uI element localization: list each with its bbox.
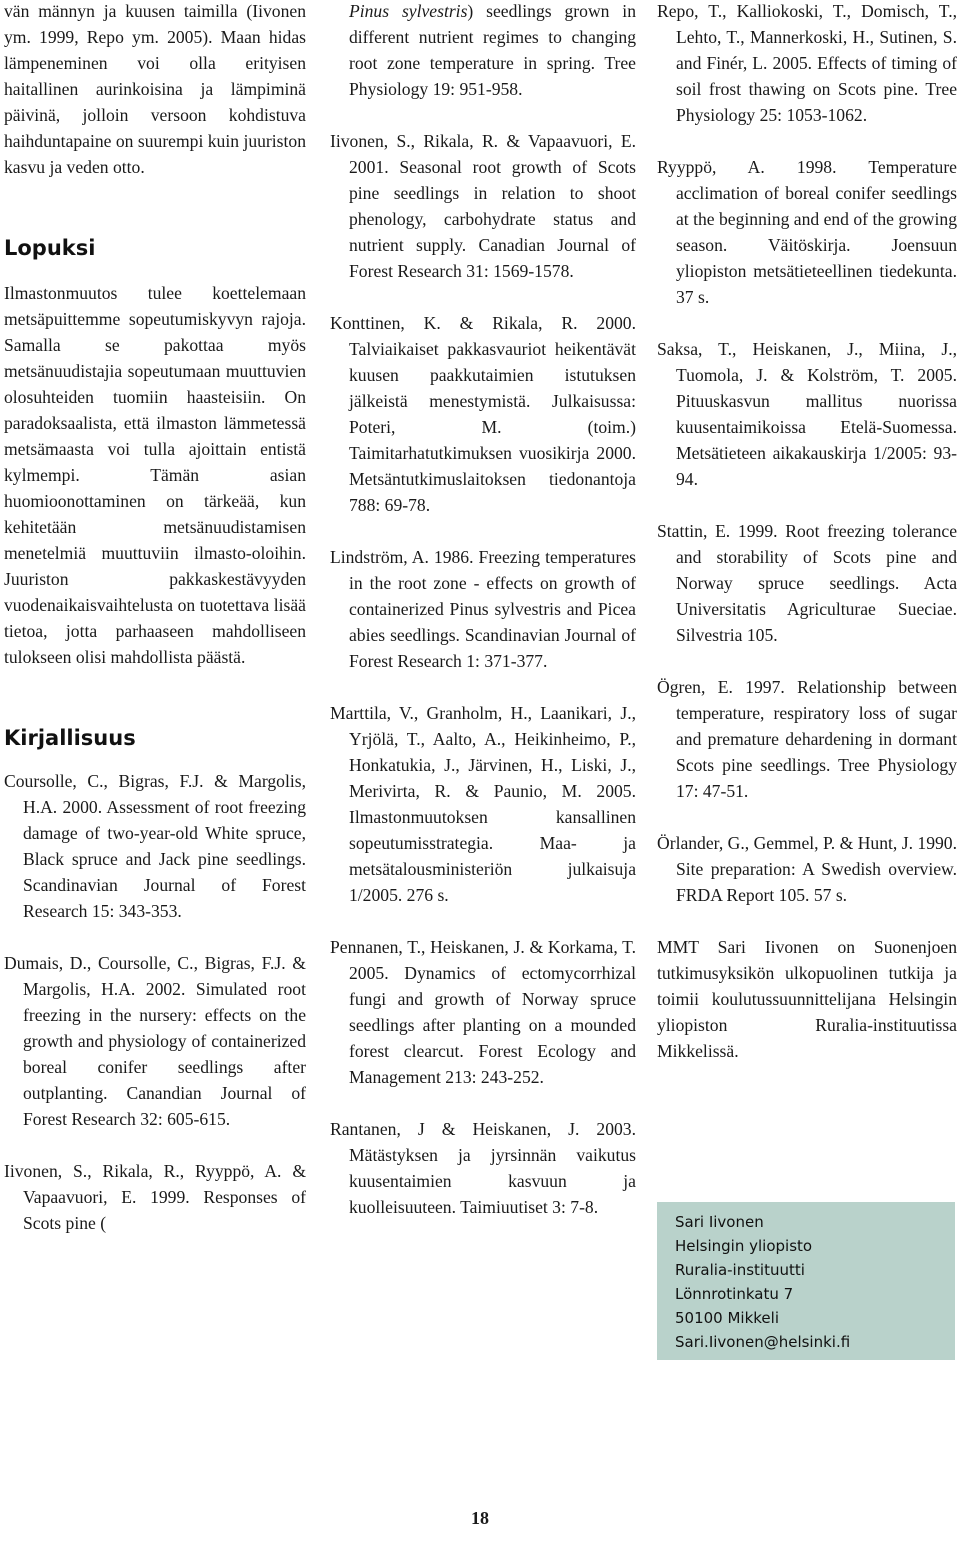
reference-iivonen-1999-start	[4, 1158, 306, 1236]
contact-email: Sari.Iivonen@helsinki.fi	[675, 1333, 851, 1351]
reference-ryyppo-1998: Ryyppö, A. 1998. Temperature acclimation of boreal conifer seedlings at the beginning and end of the growing season. Väitöskirja. Joensuun yliopiston metsätieteellinen tiedekunta. 37 s.	[657, 157, 957, 307]
reference-coursolle-2000: Coursolle, C., Bigras, F.J. & Margolis, H.A. 2000. Assessment of root freezing damage of two-year-old White spruce, Black spruce and Jack pine seedlings. Scandinavian Journal of Forest Research 15: 343-353.	[4, 771, 306, 921]
species-name-italic: Pinus sylvestris	[349, 1, 468, 21]
reference-iivonen-1999-text-before: Iivonen, S., Rikala, R., Ryyppö, A. & Vapaavuori, E. 1999. Responses of Scots pine (	[4, 1161, 306, 1233]
page-number: 18	[471, 1508, 489, 1528]
reference-konttinen-2000: Konttinen, K. & Rikala, R. 2000. Talviaikaiset pakkasvauriot heikentävät kuusen paakkutaimien istutuksen jälkeistä menestymistä. Julkaisussa: Poteri, M. (toim.) Taimitarhatutkimuksen vuosikirja 2000. Metsäntutkimuslaitoksen tiedonantoja 788: 69-78.	[330, 313, 636, 515]
contact-info-box	[657, 1202, 955, 1360]
author-note: MMT Sari Iivonen on Suonenjoen tutkimusyksikön ulkopuolinen tutkija ja toimii koulutussuunnittelijana Helsingin yliopiston Ruralia-instituutissa Mikkelissä.	[657, 937, 957, 1061]
column-2	[330, 0, 636, 1246]
heading-kirjallisuus: Kirjallisuus	[4, 726, 136, 750]
contact-organization: Helsingin yliopisto	[675, 1237, 813, 1255]
reference-ogren-1997: Ögren, E. 1997. Relationship between temperature, respiratory loss of sugar and premature dehardening in dormant Scots pine seedlings. Tree Physiology 17: 47-51.	[657, 677, 957, 801]
reference-rantanen-2003: Rantanen, J & Heiskanen, J. 2003. Mätästyksen ja jyrsinnän vaikutus kuusentaimien kasvuun ja kuolleisuuteen. Taimiuutiset 3: 7-8.	[330, 1119, 636, 1217]
reference-stattin-1999: Stattin, E. 1999. Root freezing tolerance and storability of Scots pine and Norway spruce seedlings. Acta Universitatis Agriculturae Sueciae. Silvestria 105.	[657, 521, 957, 645]
reference-marttila-2005: Marttila, V., Granholm, H., Laanikari, J., Yrjölä, T., Aalto, A., Heikinheimo, P., Honkatukia, J., Järvinen, H., Liski, J., Merivirta, R. & Paunio, M. 2005. Ilmastonmuutoksen kansallinen sopeutumisstrategia. Maa- ja metsätalousministeriön julkaisuja 1/2005. 276 s.	[330, 703, 636, 905]
reference-orlander-1990: Örlander, G., Gemmel, P. & Hunt, J. 1990. Site preparation: A Swedish overview. FRDA Report 105. 57 s.	[657, 833, 957, 905]
reference-iivonen-1999-text-after: ) seedlings grown in different nutrient regimes to changing root zone temperature in spring. Tree Physiology 19: 951-958.	[349, 1, 636, 99]
contact-street: Lönnrotinkatu 7	[675, 1285, 794, 1303]
heading-lopuksi: Lopuksi	[4, 236, 96, 260]
contact-unit: Ruralia-instituutti	[675, 1261, 805, 1279]
conclusion-paragraph: Ilmastonmuutos tulee koettelemaan metsäpuittemme sopeutumiskyvyn rajoja. Samalla se pakottaa myös metsänuudistajia sopeutumaan muuttuvien olosuhteiden tuomiin haasteisiin. On paradoksaalista, että ilmaston lämmetessä metsämaasta voi tulla ajoittain entistä kylmempi. Tämän asian huomioonottaminen on tärkeää, kun kehitetään metsänuudistamisen menetelmiä muuttuviin ilmasto-oloihin. Juuriston pakkaskestävyyden vuodenaikaisvaihtelusta on tuotettava lisää tietoa, jotta parhaaseen mahdolliseen tulokseen olisi mahdollista päästä.	[4, 283, 306, 667]
reference-lindstrom-1986: Lindström, A. 1986. Freezing temperatures in the root zone - effects on growth of containerized Pinus sylvestris and Picea abies seedlings. Scandinavian Journal of Forest Research 1: 371-377.	[330, 547, 636, 671]
contact-name: Sari Iivonen	[675, 1213, 764, 1231]
contact-city: 50100 Mikkeli	[675, 1309, 779, 1327]
reference-iivonen-1999-continued	[330, 0, 636, 102]
reference-dumais-2002: Dumais, D., Coursolle, C., Bigras, F.J. & Margolis, H.A. 2002. Simulated root freezing in the nursery: effects on the growth and physiology of containerized boreal conifer seedlings after outplanting. Canandian Journal of Forest Research 32: 605-615.	[4, 953, 306, 1129]
reference-repo-2005: Repo, T., Kalliokoski, T., Domisch, T., Lehto, T., Mannerkoski, H., Sutinen, S. and Finér, L. 2005. Effects of timing of soil frost thawing on Scots pine. Tree Physiology 25: 1053-1062.	[657, 1, 957, 125]
reference-iivonen-2001: Iivonen, S., Rikala, R. & Vapaavuori, E. 2001. Seasonal root growth of Scots pine seedlings in relation to shoot phenology, carbohydrate status and nutrient supply. Canadian Journal of Forest Research 31: 1569-1578.	[330, 131, 636, 281]
column-3	[657, 0, 957, 1064]
reference-pennanen-2005: Pennanen, T., Heiskanen, J. & Korkama, T. 2005. Dynamics of ectomycorrhizal fungi and growth of Norway spruce seedlings after planting on a mounded forest clearcut. Forest Ecology and Management 213: 243-252.	[330, 937, 636, 1087]
intro-paragraph: vän männyn ja kuusen taimilla (Iivonen ym. 1999, Repo ym. 2005). Maan hidas lämpeneminen voi olla erityisen haitallinen aurinkoisina ja lämpiminä päivinä, jolloin versoon kohdistuva haihduntapaine on suurempi kuin juuriston kasvu ja veden otto.	[4, 1, 306, 177]
reference-saksa-2005: Saksa, T., Heiskanen, J., Miina, J., Tuomola, J. & Kolström, T. 2005. Pituuskasvun mallitus nuorissa kuusentaimikoissa Etelä-Suomessa. Metsätieteen aikakauskirja 1/2005: 93-94.	[657, 339, 957, 489]
column-1	[4, 0, 306, 1236]
